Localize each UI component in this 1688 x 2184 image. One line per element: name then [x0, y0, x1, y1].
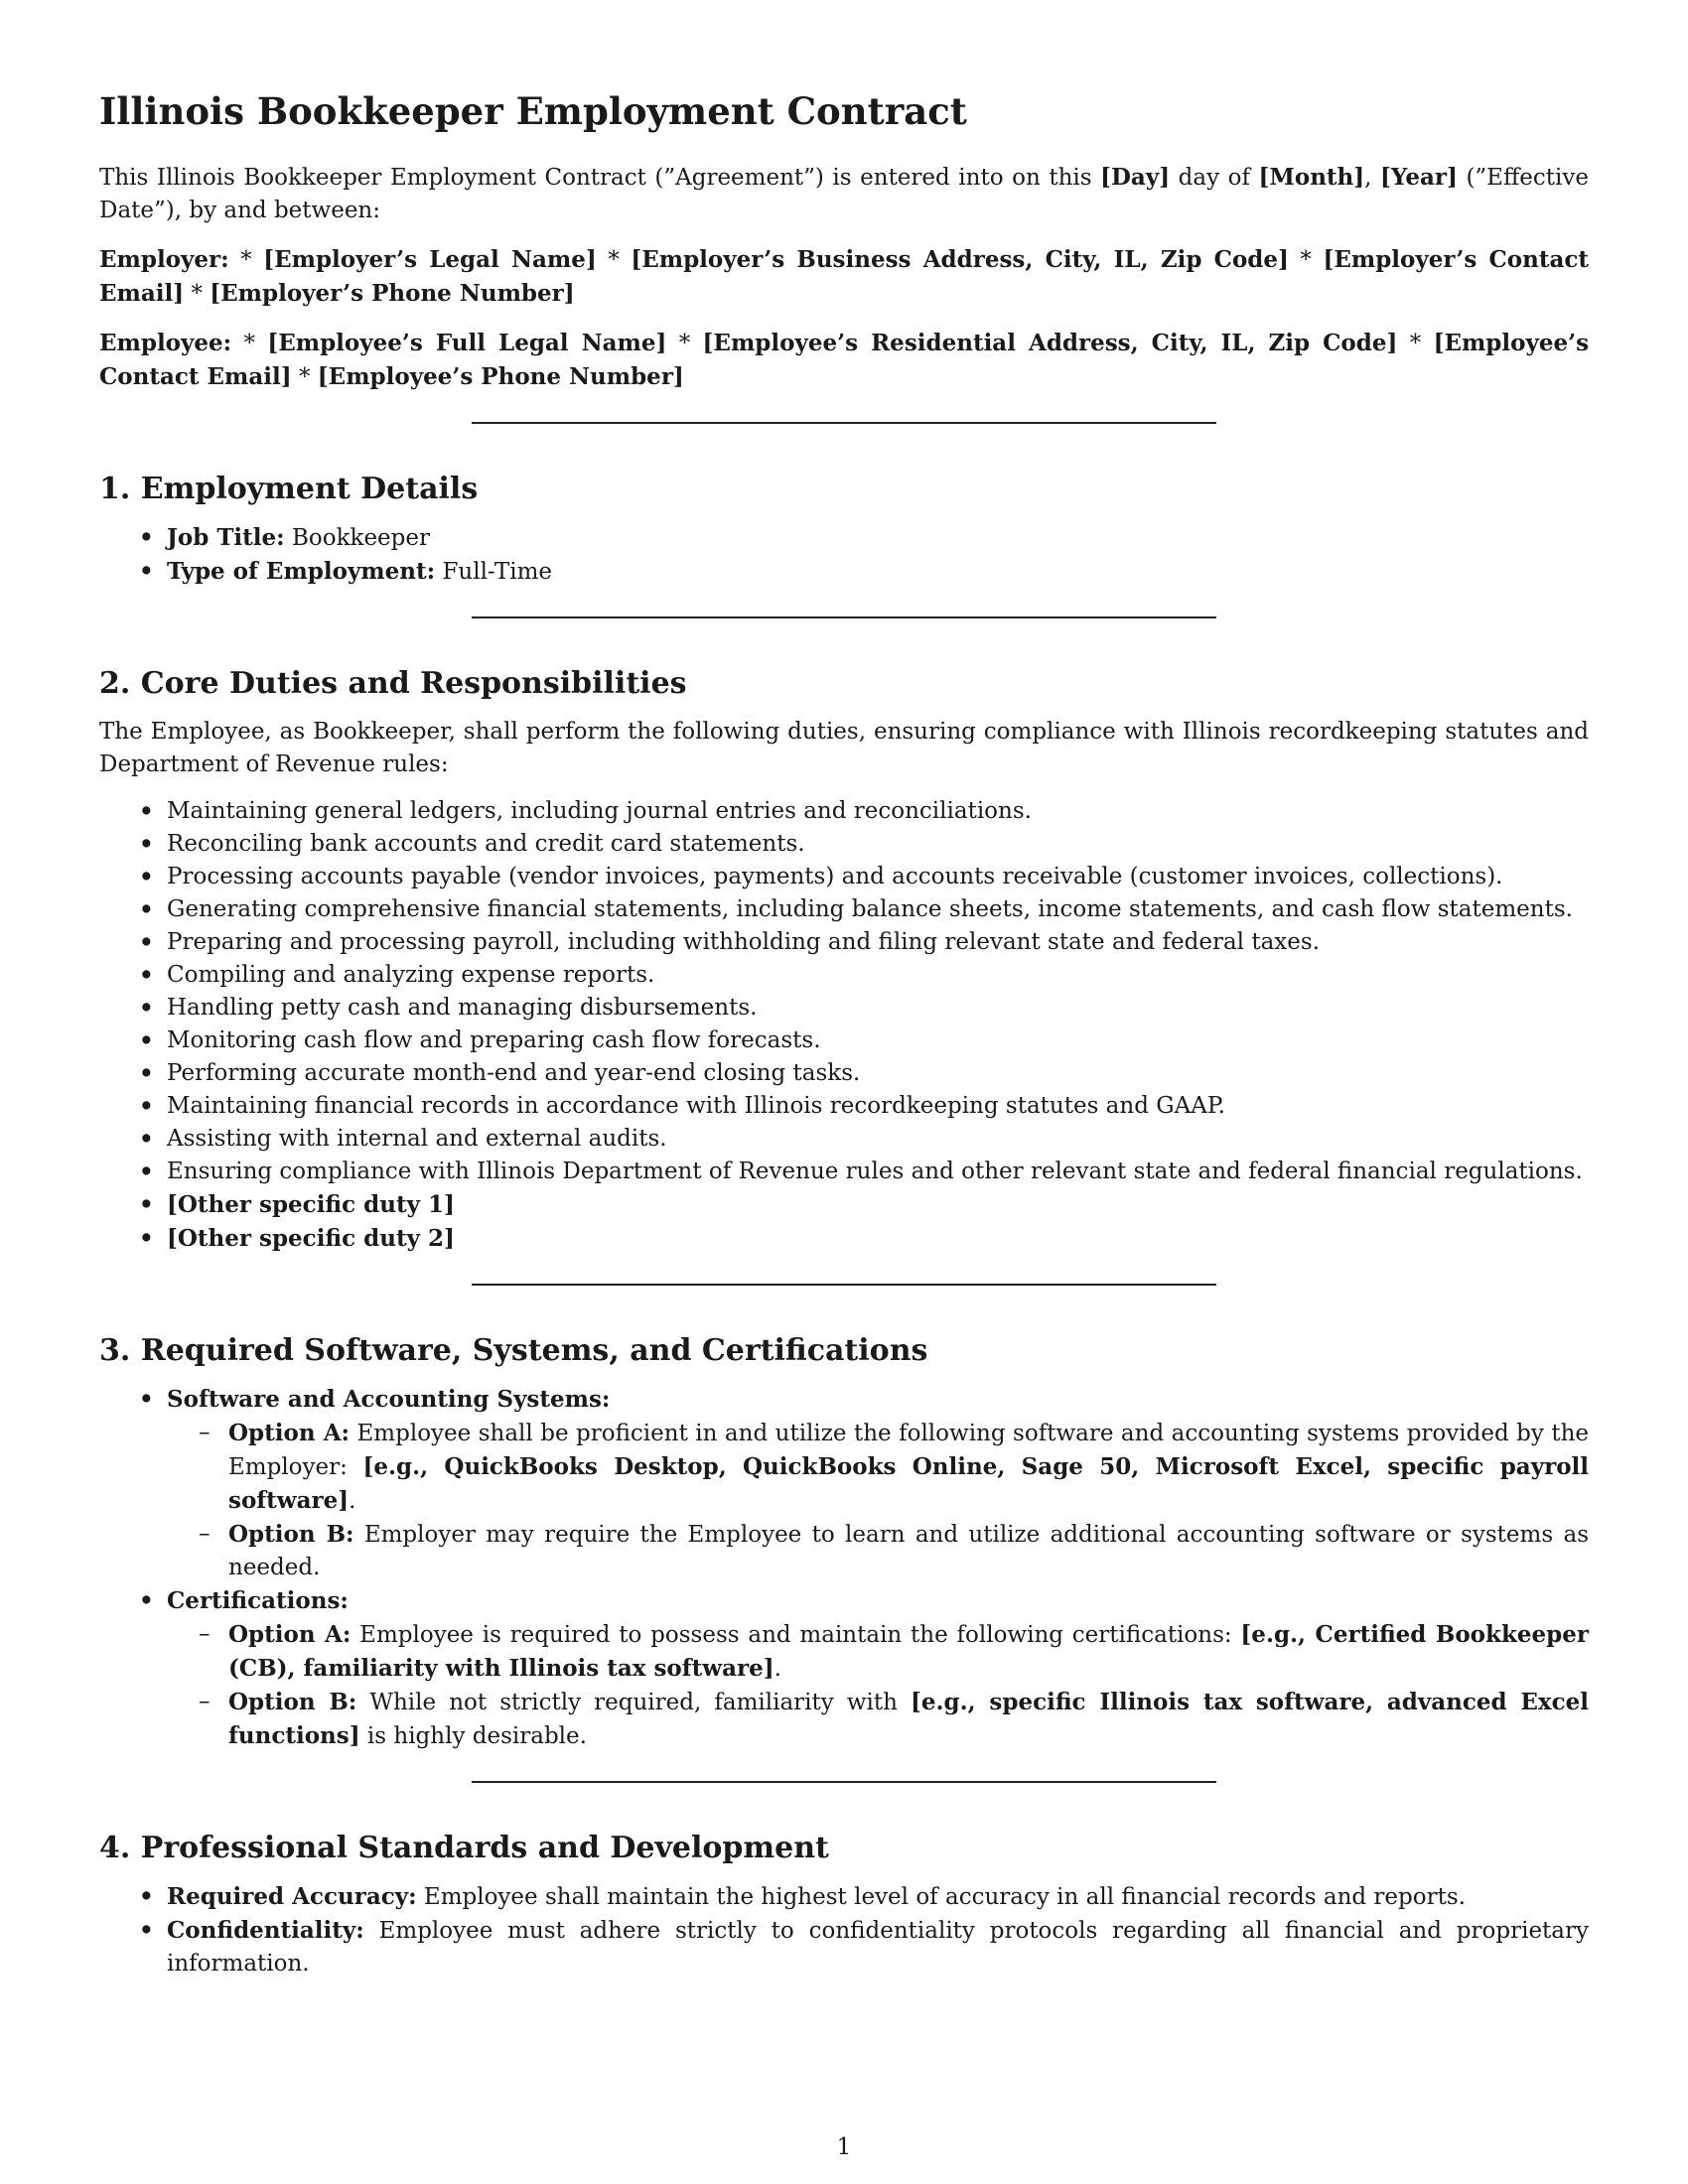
- section-heading-software-certifications: 3. Required Software, Systems, and Certifications: [99, 1333, 928, 1368]
- separator: *: [608, 247, 620, 273]
- option-text: While not strictly required, familiarity with: [356, 1690, 912, 1715]
- month-placeholder: [Month]: [1258, 164, 1365, 191]
- bullet-icon: •: [139, 864, 154, 890]
- software-options: [167, 1417, 1589, 1584]
- section-divider: [472, 1781, 1216, 1783]
- duty-text: Reconciling bank accounts and credit card statements.: [167, 831, 805, 857]
- certifications-label: Certifications:: [167, 1587, 349, 1614]
- duty-text: Handling petty cash and managing disbursements.: [167, 995, 758, 1021]
- option-text: .: [774, 1656, 781, 1682]
- requirements-list: [99, 1383, 1589, 1753]
- duty-text: Generating comprehensive financial statements, including balance sheets, income statements, and cash flow statements.: [167, 896, 1573, 922]
- duty-text: Processing accounts payable (vendor invoices, payments) and accounts receivable (customer invoices, collections).: [167, 864, 1503, 889]
- other-duty-placeholder: [Other specific duty 1]: [167, 1191, 455, 1218]
- standards-list: [99, 1880, 1589, 1980]
- employee-legal-name: [Employee’s Full Legal Name]: [267, 330, 667, 356]
- list-item-software: [99, 1383, 1589, 1584]
- separator: *: [678, 331, 691, 356]
- item-label: Type of Employment:: [167, 558, 436, 585]
- duty-text: Assisting with internal and external audits.: [167, 1126, 667, 1152]
- list-item: [99, 1156, 1589, 1188]
- bullet-icon: •: [139, 1060, 154, 1087]
- duty-text: Performing accurate month-end and year-end closing tasks.: [167, 1060, 861, 1086]
- duties-list: [99, 795, 1589, 1256]
- duties-intro: The Employee, as Bookkeeper, shall perform the following duties, ensuring compliance with Illinois recordkeeping statutes and Department of Revenue rules:: [99, 719, 1589, 777]
- bullet-icon: •: [139, 558, 154, 585]
- item-value: Employee must adhere strictly to confidentiality protocols regarding all financial and proprietary information.: [167, 1918, 1589, 1977]
- duty-text: Ensuring compliance with Illinois Department of Revenue rules and other relevant state and federal financial regulations.: [167, 1159, 1583, 1184]
- item-value: Bookkeeper: [291, 525, 430, 551]
- employment-details-list: [99, 521, 1589, 589]
- bullet-icon: •: [139, 798, 154, 825]
- bullet-icon: •: [139, 1191, 154, 1218]
- option-placeholder: [e.g., specific Illinois tax software, advanced Excel functions]: [228, 1689, 1589, 1749]
- year-placeholder: [Year]: [1380, 164, 1458, 191]
- list-item: [99, 861, 1589, 893]
- list-item: [99, 959, 1589, 992]
- list-item: [99, 1024, 1589, 1057]
- bullet-icon: •: [139, 929, 154, 956]
- list-item: [99, 1880, 1589, 1914]
- option-label: Option A:: [228, 1621, 352, 1648]
- bullet-icon: •: [139, 831, 154, 858]
- option-placeholder: [e.g., QuickBooks Desktop, QuickBooks Online, Sage 50, Microsoft Excel, specific payroll software]: [228, 1453, 1590, 1514]
- bullet-icon: •: [139, 896, 154, 923]
- separator: *: [1409, 331, 1422, 356]
- section-heading-professional-standards: 4. Professional Standards and Development: [99, 1831, 829, 1865]
- list-item: [99, 1057, 1589, 1090]
- option-label: Option B:: [228, 1689, 357, 1715]
- list-item: [99, 521, 1589, 555]
- intro-text: day of: [1170, 165, 1259, 191]
- bullet-icon: •: [139, 1027, 154, 1054]
- option-item: [167, 1417, 1589, 1518]
- option-text: Employer may require the Employee to learn and utilize additional accounting software or systems as needed.: [228, 1522, 1589, 1580]
- list-item: [99, 1222, 1589, 1256]
- duty-text: Preparing and processing payroll, including withholding and filing relevant state and federal taxes.: [167, 929, 1321, 955]
- employee-phone: [Employee’s Phone Number]: [317, 363, 684, 390]
- bullet-icon: •: [139, 1883, 154, 1910]
- day-placeholder: [Day]: [1100, 164, 1171, 191]
- section-heading-employment-details: 1. Employment Details: [99, 472, 479, 506]
- option-text: Employee shall be proficient in and utilize the following software and accounting systems provided by the Employer:: [228, 1421, 1589, 1480]
- section-divider: [472, 616, 1216, 618]
- bullet-icon: •: [139, 1917, 154, 1944]
- employer-email: [Employer’s Contact Email]: [99, 246, 1590, 307]
- dash-icon: –: [199, 1420, 211, 1445]
- employer-address: [Employer’s Business Address, City, IL, Zip Code]: [631, 246, 1289, 273]
- employee-address: [Employee’s Residential Address, City, IL, Zip Code]: [702, 330, 1398, 356]
- employer-legal-name: [Employer’s Legal Name]: [263, 246, 597, 273]
- intro-text: This Illinois Bookkeeper Employment Contract (”Agreement”) is entered into on this: [99, 165, 1101, 191]
- option-label: Option B:: [228, 1521, 354, 1548]
- list-item: [99, 1090, 1589, 1123]
- list-item-certifications: [99, 1584, 1589, 1753]
- item-label: Job Title:: [167, 524, 285, 551]
- employer-block: [99, 243, 1589, 311]
- bullet-icon: •: [139, 1126, 154, 1153]
- option-text: is highly desirable.: [359, 1723, 587, 1749]
- list-item: [99, 828, 1589, 861]
- list-item: [99, 1188, 1589, 1222]
- bullet-icon: •: [139, 1093, 154, 1120]
- duty-text: Maintaining financial records in accordance with Illinois recordkeeping statutes and GAAP.: [167, 1093, 1225, 1119]
- bullet-icon: •: [139, 995, 154, 1022]
- list-item: [99, 555, 1589, 589]
- list-item: [99, 893, 1589, 926]
- item-value: Employee shall maintain the highest level of accuracy in all financial records and reports.: [416, 1884, 1466, 1910]
- section-divider: [472, 422, 1216, 424]
- bullet-icon: •: [139, 962, 154, 989]
- duty-text: Monitoring cash flow and preparing cash flow forecasts.: [167, 1027, 821, 1053]
- dash-icon: –: [199, 1521, 211, 1547]
- bullet-icon: •: [139, 1159, 154, 1185]
- dash-icon: –: [199, 1689, 211, 1714]
- option-text: .: [349, 1488, 356, 1514]
- separator: *: [240, 247, 252, 273]
- option-text: Employee is required to possess and maintain the following certifications:: [351, 1622, 1241, 1648]
- certification-options: [167, 1618, 1589, 1753]
- option-item: [167, 1618, 1589, 1686]
- software-label: Software and Accounting Systems:: [167, 1386, 611, 1413]
- employee-block: [99, 327, 1589, 394]
- bullet-icon: •: [139, 1587, 154, 1614]
- section-divider: [472, 1284, 1216, 1286]
- item-label: Required Accuracy:: [167, 1883, 417, 1910]
- intro-text: (”Effective Date”), by and between:: [99, 165, 1589, 223]
- duty-text: Compiling and analyzing expense reports.: [167, 962, 655, 988]
- bullet-icon: •: [139, 1386, 154, 1413]
- intro-paragraph: [99, 161, 1589, 227]
- intro-text: ,: [1364, 165, 1381, 191]
- dash-icon: –: [199, 1621, 211, 1647]
- option-item: [167, 1518, 1589, 1584]
- bullet-icon: •: [139, 524, 154, 551]
- employee-label: Employee:: [99, 330, 232, 356]
- separator: *: [191, 281, 203, 307]
- bullet-icon: •: [139, 1225, 154, 1252]
- page-number: 1: [836, 2134, 852, 2160]
- list-item: [99, 1123, 1589, 1156]
- list-item: [99, 926, 1589, 959]
- list-item: [99, 992, 1589, 1024]
- duty-text: Maintaining general ledgers, including journal entries and reconciliations.: [167, 798, 1032, 824]
- list-item: [99, 795, 1589, 828]
- employee-email: [Employee’s Contact Email]: [99, 330, 1590, 390]
- option-placeholder: [e.g., Certified Bookkeeper (CB), familiarity with Illinois tax software]: [228, 1621, 1589, 1682]
- employer-phone: [Employer’s Phone Number]: [210, 280, 575, 307]
- other-duty-placeholder: [Other specific duty 2]: [167, 1225, 455, 1252]
- separator: *: [298, 364, 311, 390]
- section-heading-core-duties: 2. Core Duties and Responsibilities: [99, 666, 687, 701]
- item-value: Full-Time: [442, 559, 552, 585]
- option-label: Option A:: [228, 1420, 351, 1446]
- list-item: [99, 1914, 1589, 1980]
- separator: *: [1300, 247, 1312, 273]
- separator: *: [243, 331, 255, 356]
- item-label: Confidentiality:: [167, 1917, 364, 1944]
- option-item: [167, 1686, 1589, 1753]
- employer-label: Employer:: [99, 246, 229, 273]
- document-title: Illinois Bookkeeper Employment Contract: [99, 89, 967, 133]
- document-page: [99, 87, 1589, 1980]
